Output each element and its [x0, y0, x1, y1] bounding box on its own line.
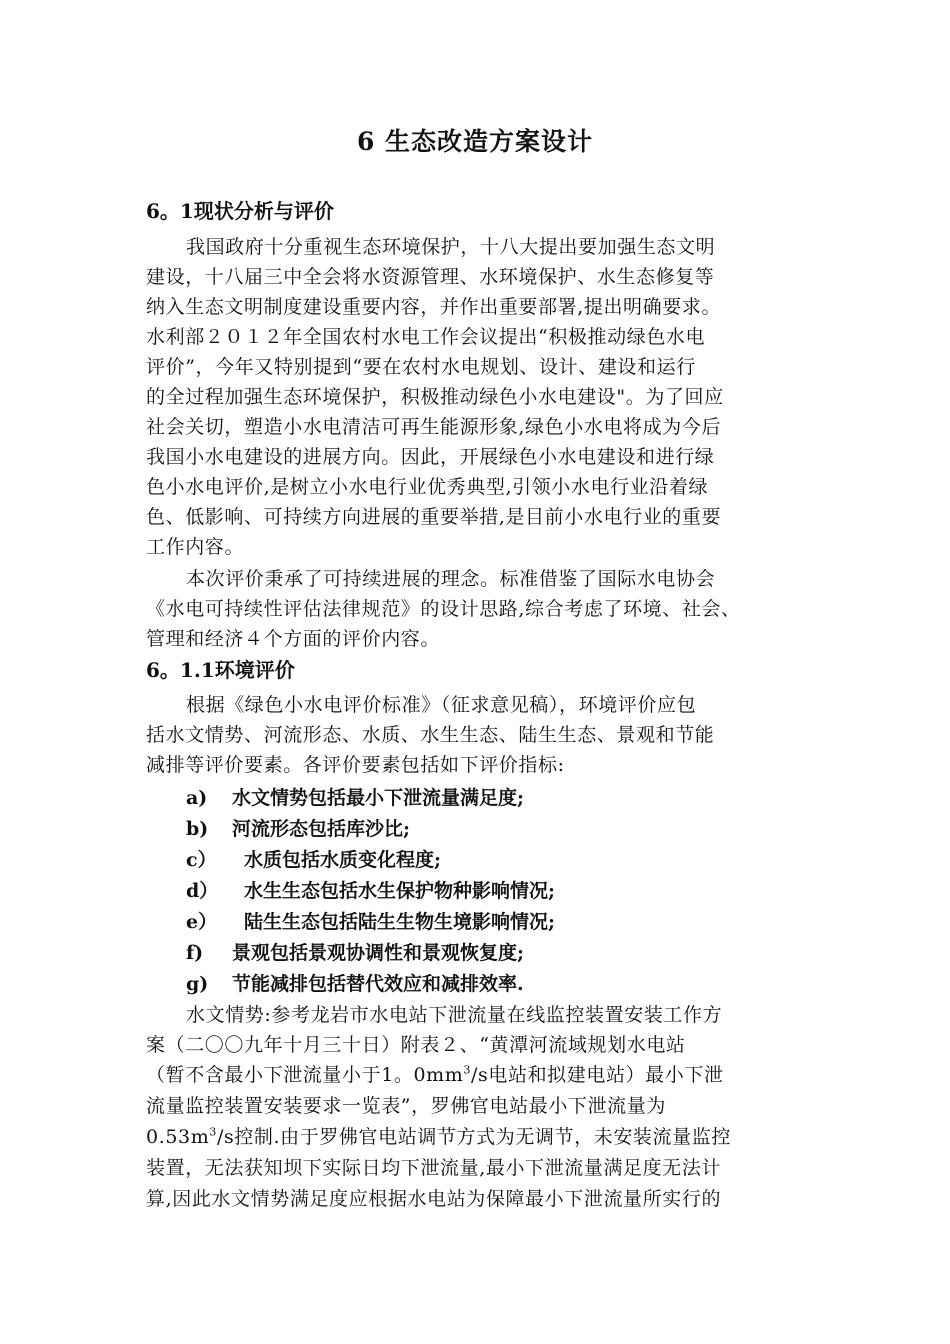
- list-item: [186, 876, 555, 906]
- paragraph-line: 本次评价秉承了可持续进展的理念。标准借鉴了国际水电协会: [186, 568, 716, 590]
- list-item: [186, 783, 524, 813]
- text-run: （暂不含最小下泄流量小于1。0mm: [146, 1064, 464, 1086]
- paragraph-line: 我国政府十分重视生态环境保护，十八大提出要加强生态文明: [186, 236, 716, 258]
- list-item-text: 水质包括水质变化程度;: [244, 849, 442, 871]
- paragraph-line: 水利部２０１２年全国农村水电工作会议提出“积极推动绿色水电: [146, 326, 706, 348]
- list-item: [186, 969, 524, 999]
- list-item: [186, 814, 410, 844]
- paragraph-line: 算,因此水文情势满足度应根据水电站为保障最小下泄流量所实行的: [146, 1188, 722, 1210]
- section-heading-6-1-1: 6。1.1环境评价: [146, 658, 295, 682]
- paragraph-line: 根据《绿色小水电评价标准》（征求意见稿），环境评价应包: [186, 694, 697, 716]
- superscript: 3: [209, 1125, 217, 1139]
- paragraph-line: 建设，十八届三中全会将水资源管理、水环境保护、水生态修复等: [146, 266, 715, 288]
- list-marker: g): [186, 973, 209, 995]
- list-marker: b): [186, 818, 209, 840]
- list-item-text: 节能减排包括替代效应和减排效率.: [232, 973, 524, 995]
- list-item: [186, 938, 524, 968]
- list-marker: c）: [186, 849, 217, 871]
- text-run: 0.53m: [146, 1126, 210, 1148]
- list-marker: a): [186, 787, 208, 809]
- paragraph-line: 纳入生态文明制度建设重要内容，并作出重要部署,提出明确要求。: [146, 296, 722, 318]
- paragraph-line: 我国小水电建设的进展方向。因此，开展绿色小水电建设和进行绿: [146, 446, 715, 468]
- list-item-text: 景观包括景观协调性和景观恢复度;: [232, 942, 525, 964]
- paragraph-line: 《水电可持续性评估法律规范》的设计思路,综合考虑了环境、社会、: [146, 598, 741, 620]
- paragraph-line: 的全过程加强生态环境保护，积极推动绿色小水电建设"。为了回应: [146, 386, 724, 408]
- paragraph-line: 社会关切，塑造小水电清洁可再生能源形象,绿色小水电将成为今后: [146, 416, 722, 438]
- list-marker: e）: [186, 911, 218, 933]
- paragraph-line: 评价”，今年又特别提到“要在农村水电规划、设计、建设和运行: [146, 356, 696, 378]
- list-marker: d）: [186, 880, 219, 902]
- paragraph-line: 色小水电评价,是树立小水电行业优秀典型,引领小水电行业沿着绿: [146, 476, 709, 498]
- superscript: 3: [463, 1063, 472, 1077]
- list-item-text: 水文情势包括最小下泄流量满足度;: [232, 787, 525, 809]
- list-marker: f): [186, 942, 204, 964]
- paragraph-line: 括水文情势、河流形态、水质、水生生态、陆生生态、景观和节能: [146, 724, 715, 746]
- paragraph-line: [146, 1122, 731, 1152]
- paragraph-line: 流量监控装置安装要求一览表”，罗佛官电站最小下泄流量为: [146, 1095, 666, 1117]
- list-item: [186, 845, 441, 875]
- paragraph-line: 工作内容。: [146, 536, 245, 558]
- section-heading-6-1: 6。1现状分析与评价: [146, 199, 334, 223]
- paragraph-line: [146, 1060, 724, 1090]
- list-item-text: 水生生态包括水生保护物种影响情况;: [244, 880, 556, 902]
- list-item: [186, 907, 555, 937]
- paragraph-line: 减排等评价要素。各评价要素包括如下评价指标:: [146, 754, 565, 776]
- text-run: /s电站和拟建电站）最小下泄: [471, 1064, 724, 1086]
- chapter-title: 6 生态改造方案设计: [356, 127, 594, 156]
- paragraph-line: 案（二〇〇九年十月三十日）附表２、“黄潭河流域规划水电站: [146, 1034, 686, 1056]
- paragraph-line: 水文情势:参考龙岩市水电站下泄流量在线监控装置安装工作方: [186, 1004, 723, 1026]
- paragraph-line: 装置，无法获知坝下实际日均下泄流量,最小下泄流量满足度无法计: [146, 1157, 722, 1179]
- text-run: /s控制.由于罗佛官电站调节方式为无调节，未安装流量监控: [216, 1126, 731, 1148]
- list-item-text: 陆生生态包括陆生生物生境影响情况;: [244, 911, 556, 933]
- paragraph-line: 色、低影响、可持续方向进展的重要举措,是目前小水电行业的重要: [146, 506, 722, 528]
- list-item-text: 河流形态包括库沙比;: [232, 818, 411, 840]
- paragraph-line: 管理和经济４个方面的评价内容。: [146, 628, 441, 650]
